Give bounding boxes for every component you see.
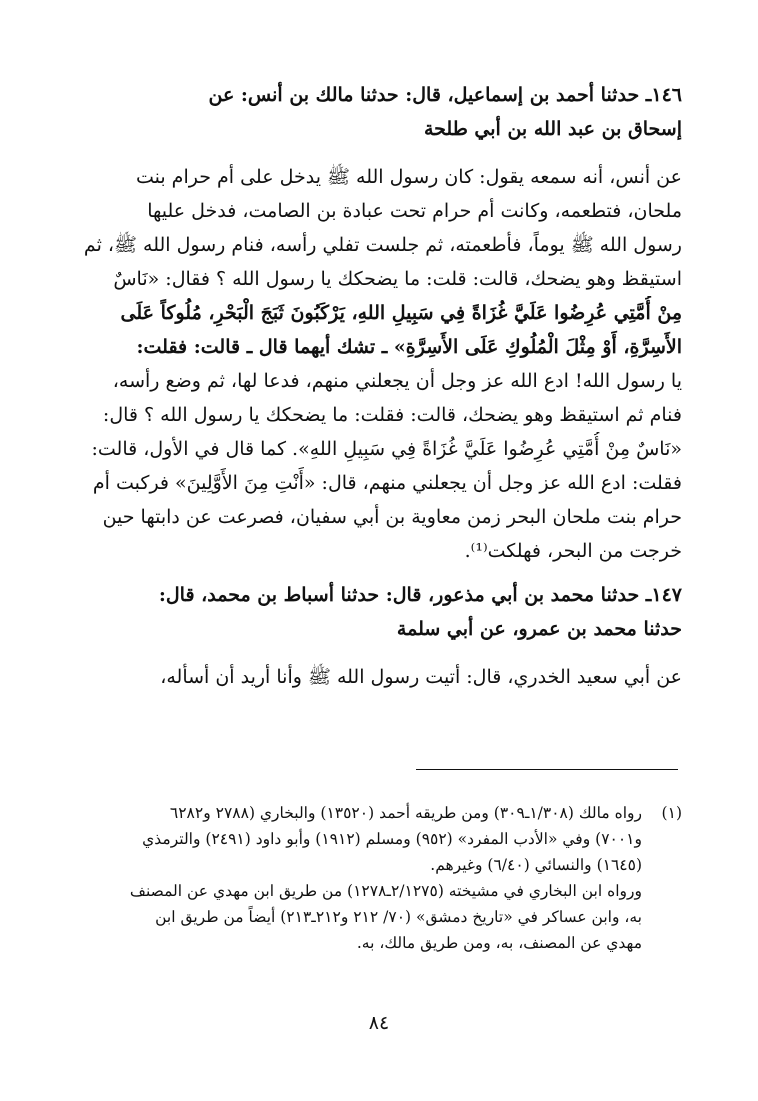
text-line: ١٤٧ـ حدثنا محمد بن أبي مذعور، قال: حدثنا أسباط بن محمد، قال: bbox=[158, 584, 682, 606]
text-line: استيقظ وهو يضحك، قالت: قلت: ما يضحكك يا رسول الله ؟ فقال: «نَاسٌ bbox=[113, 268, 682, 290]
text-line: ملحان، فتطعمه، وكانت أم حرام تحت عبادة بن الصامت، فدخل عليها bbox=[147, 200, 682, 222]
spacer bbox=[68, 146, 682, 160]
text-line: «نَاسٌ مِنْ أُمَّتِي عُرِضُوا عَلَيَّ غُزَاةً فِي سَبِيلِ اللهِ». كما قال في الأول، قالت: bbox=[91, 438, 682, 460]
footnote-line bbox=[68, 800, 682, 826]
page-number: ٨٤ bbox=[368, 1012, 390, 1034]
text-line: مِنْ أُمَّتِي عُرِضُوا عَلَيَّ غُزَاةً فِي سَبِيلِ اللهِ، يَرْكَبُونَ ثَبَجَ الْبَحْرِ، مُلُوكاً عَلَى bbox=[120, 302, 682, 324]
text-line: حدثنا محمد بن عمرو، عن أبي سلمة bbox=[396, 618, 682, 640]
text-line: حرام بنت ملحان البحر زمن معاوية بن أبي سفيان، فصرعت عن دابتها حين bbox=[102, 506, 682, 528]
text-line: خرجت من البحر، فهلكت⁽¹⁾. bbox=[464, 540, 682, 562]
hadith-146-isnad bbox=[68, 78, 682, 146]
footnote-line: (١٦٤٥) والنسائي (٦/٤٠) وغيرهم. bbox=[430, 856, 642, 874]
text-line: رسول الله ﷺ يوماً، فأطعمته، ثم جلست تفلي رأسه، فنام رسول الله ﷺ، ثم bbox=[83, 234, 682, 256]
text-line: إسحاق بن عبد الله بن أبي طلحة bbox=[423, 118, 682, 140]
text-line: عن أنس، أنه سمعه يقول: كان رسول الله ﷺ يدخل على أم حرام بنت bbox=[135, 166, 682, 188]
hadith-147-matn bbox=[68, 660, 682, 694]
footnote-line: ورواه ابن البخاري في مشيخته (٢/١٢٧٥ـ١٢٧٨) من طريق ابن مهدي عن المصنف bbox=[129, 882, 642, 900]
text-line: ١٤٦ـ حدثنا أحمد بن إسماعيل، قال: حدثنا مالك بن أنس: عن bbox=[208, 84, 682, 106]
footnotes bbox=[68, 800, 682, 956]
footnote-number: (١) bbox=[661, 804, 682, 822]
footnote-line: مهدي عن المصنف، به، ومن طريق مالك، به. bbox=[356, 934, 642, 952]
footnote-line: و٧٠٠١) وفي «الأدب المفرد» (٩٥٢) ومسلم (١٩١٢) وأبو داود (٢٤٩١) والترمذي bbox=[142, 830, 642, 848]
hadith-147-isnad bbox=[68, 578, 682, 646]
main-text bbox=[68, 78, 682, 694]
text-line: عن أبي سعيد الخدري، قال: أتيت رسول الله ﷺ وأنا أريد أن أسأله، bbox=[160, 666, 682, 688]
spacer bbox=[68, 646, 682, 660]
footnote-divider bbox=[416, 769, 678, 770]
spacer bbox=[68, 568, 682, 578]
footnote-line: به، وابن عساكر في «تاريخ دمشق» (٧٠/ ٢١٢ و٢١٢ـ٢١٣) أيضاً من طريق ابن bbox=[155, 908, 642, 926]
text-line: يا رسول الله! ادع الله عز وجل أن يجعلني منهم، فدعا لها، ثم وضع رأسه، bbox=[112, 370, 682, 392]
text-line: فنام ثم استيقظ وهو يضحك، قالت: فقلت: ما يضحكك يا رسول الله ؟ قال: bbox=[102, 404, 682, 426]
footnote-text: رواه مالك (١/٣٠٨ـ٣٠٩) ومن طريقه أحمد (١٣٥٢٠) والبخاري (٢٧٨٨ و٦٢٨٢ bbox=[169, 804, 642, 822]
text-line: فقلت: ادع الله عز وجل أن يجعلني منهم، قال: «أَنْتِ مِنَ الأَوَّلِينَ» فركبت أم bbox=[92, 472, 682, 494]
text-line: الأَسِرَّةِ، أَوْ مِثْلَ الْمُلُوكِ عَلَى الأَسِرَّةِ» ـ تشك أيهما قال ـ قالت: فقلت: bbox=[136, 336, 682, 358]
hadith-146-matn bbox=[68, 160, 682, 568]
